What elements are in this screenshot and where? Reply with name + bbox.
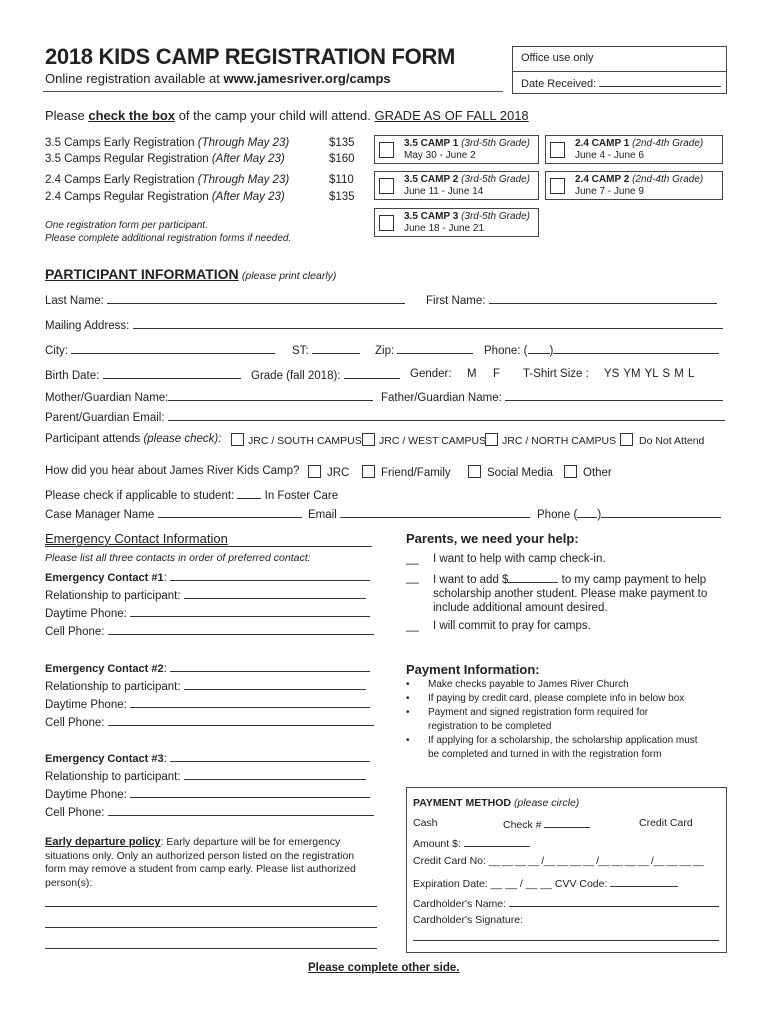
amount-field[interactable]	[464, 836, 530, 847]
price-row: 3.5 Camps Regular Registration (After May 23)	[45, 153, 285, 165]
cardholder-name-field[interactable]	[509, 896, 719, 907]
price-value: $110	[329, 174, 354, 186]
zip-field[interactable]	[397, 343, 473, 354]
emergency-contact-2-field[interactable]	[170, 661, 370, 672]
checkbox[interactable]	[620, 433, 633, 446]
relationship-3-field[interactable]	[184, 769, 366, 780]
grade-row: Grade (fall 2018):	[251, 368, 400, 382]
relationship-2-row: Relationship to participant:	[45, 679, 366, 693]
price-value: $135	[329, 191, 355, 203]
campus-option-south[interactable]: JRC / SOUTH CAMPUS	[231, 433, 362, 447]
state-row: ST:	[292, 343, 360, 357]
emergency-title-rule	[45, 546, 372, 547]
participant-section-title: PARTICIPANT INFORMATION (please print clearly)	[45, 266, 337, 282]
zip-row: Zip:	[375, 343, 473, 357]
camp-option-24-camp2[interactable]: 2.4 CAMP 2 (2nd-4th Grade) June 7 - June 9	[545, 171, 723, 200]
camp-option-35-camp3[interactable]: 3.5 CAMP 3 (3rd-5th Grade) June 18 - June 21	[374, 208, 539, 237]
cell-phone-2-row: Cell Phone:	[45, 715, 374, 729]
referral-option-other[interactable]: Other	[564, 465, 612, 479]
checkbox[interactable]	[308, 465, 321, 478]
credit-card-number-row: Credit Card No: __ __ __ __ /__ __ __ __ /__ __ __ __ /__ __ __ __	[413, 855, 704, 867]
help-option-pray: I will commit to pray for camps.	[433, 620, 591, 632]
campus-option-north[interactable]: JRC / NORTH CAMPUS	[485, 433, 616, 447]
office-use-divider	[513, 71, 726, 72]
amount-row: Amount $:	[413, 836, 530, 850]
payment-info-list: • Make checks payable to James River Church • If paying by credit card, please complete info in below box • Payment and signed registration form required for registration to be completed • If applying for a scholarship, the scholarship application must be completed and turned in with the registration form	[406, 678, 698, 762]
campus-option-none[interactable]: Do Not Attend	[620, 433, 704, 447]
grade-note: GRADE AS OF FALL 2018	[374, 108, 529, 123]
cardholder-signature-field[interactable]	[413, 940, 719, 941]
camp-checkbox[interactable]	[550, 142, 565, 158]
mailing-address-row: Mailing Address:	[45, 318, 723, 332]
registration-url[interactable]: www.jamesriver.org/camps	[223, 71, 391, 86]
form-title: 2018 KIDS CAMP REGISTRATION FORM	[45, 44, 456, 69]
phone-row: Phone: ( )	[484, 343, 719, 357]
first-name-field[interactable]	[489, 293, 717, 304]
foster-care-row: Please check if applicable to student: In Foster Care	[45, 490, 339, 502]
payment-bullet: • Payment and signed registration form required for	[406, 706, 698, 720]
case-phone-row: Phone ( )	[537, 507, 721, 521]
early-departure-title: Early departure policy	[45, 836, 161, 848]
case-phone-area-field[interactable]	[577, 507, 597, 518]
cell-phone-2-field[interactable]	[108, 715, 374, 726]
cvv-field[interactable]	[610, 876, 678, 887]
camp-option-24-camp1[interactable]: 2.4 CAMP 1 (2nd-4th Grade) June 4 - June 6	[545, 135, 723, 164]
referral-option-friend[interactable]: Friend/Family	[362, 465, 451, 479]
payment-option-credit[interactable]: Credit Card	[639, 817, 693, 829]
price-value: $160	[329, 153, 355, 165]
cell-phone-3-field[interactable]	[108, 805, 374, 816]
payment-bullet: • If applying for a scholarship, the scholarship application must	[406, 734, 698, 748]
camp-checkbox[interactable]	[379, 142, 394, 158]
date-received-field[interactable]	[599, 76, 721, 87]
father-guardian-field[interactable]	[505, 390, 723, 401]
camp-option-35-camp2[interactable]: 3.5 CAMP 2 (3rd-5th Grade) June 11 - June 14	[374, 171, 539, 200]
office-use-box	[512, 46, 727, 94]
registration-note: One registration form per participant. Please complete additional registration forms if needed.	[45, 220, 292, 244]
checkbox[interactable]	[362, 465, 375, 478]
referral-option-social[interactable]: Social Media	[468, 465, 553, 479]
daytime-phone-3-row: Daytime Phone:	[45, 787, 370, 801]
expiration-row: Expiration Date: __ __ / __ __ CVV Code:	[413, 876, 678, 890]
authorized-person-line-3[interactable]	[45, 948, 377, 949]
mother-guardian-field[interactable]	[168, 390, 373, 401]
case-manager-field[interactable]	[158, 507, 302, 518]
credit-card-number-field[interactable]: __ __ __ __ /__ __ __ __ /__ __ __ __ /__ __ __ __	[488, 855, 704, 867]
relationship-1-row: Relationship to participant:	[45, 588, 366, 602]
payment-bullet: • If paying by credit card, please complete info in below box	[406, 692, 698, 706]
date-received-label: Date Received:	[521, 76, 721, 90]
help-option-scholarship: I want to add $ to my camp payment to help scholarship another student. Please make payment to include additional amount desired.	[433, 574, 708, 614]
checkbox[interactable]	[564, 465, 577, 478]
expiration-field[interactable]: __ __ / __ __	[490, 878, 552, 890]
subtitle-prefix: Online registration available at	[45, 71, 224, 86]
parents-help-title: Parents, we need your help:	[406, 531, 579, 546]
relationship-2-field[interactable]	[184, 679, 366, 690]
guardian-email-field[interactable]	[168, 410, 725, 421]
payment-method-title: PAYMENT METHOD (please circle)	[413, 797, 580, 809]
scholarship-amount-field[interactable]	[508, 572, 558, 583]
mailing-address-field[interactable]	[133, 318, 723, 329]
help-option-blank[interactable]: __	[406, 553, 419, 565]
relationship-3-row: Relationship to participant:	[45, 769, 366, 783]
phone-area-code-field[interactable]	[528, 343, 550, 354]
emergency-contact-1-field[interactable]	[170, 570, 370, 581]
authorized-person-line-1[interactable]	[45, 906, 377, 907]
referral-option-jrc[interactable]: JRC	[308, 465, 349, 479]
gender-option-f[interactable]: F	[493, 368, 501, 380]
office-use-label: Office use only	[521, 52, 594, 64]
header-rule	[43, 91, 503, 92]
case-email-row: Email	[308, 507, 530, 521]
case-email-field[interactable]	[340, 507, 530, 518]
gender-option-m[interactable]: M	[467, 368, 477, 380]
campus-option-west[interactable]: JRC / WEST CAMPUS	[362, 433, 486, 447]
payment-option-cash[interactable]: Cash	[413, 817, 438, 829]
birth-date-field[interactable]	[103, 368, 241, 379]
daytime-phone-1-field[interactable]	[130, 606, 370, 617]
guardian-email-row: Parent/Guardian Email:	[45, 410, 725, 424]
emergency-contact-3-row: Emergency Contact #3:	[45, 751, 370, 765]
help-option-blank[interactable]: __	[406, 572, 419, 584]
daytime-phone-1-row: Daytime Phone:	[45, 606, 370, 620]
payment-method-box	[406, 787, 727, 953]
campus-attends-row: Participant attends (please check):	[45, 433, 222, 445]
form-subtitle	[45, 71, 391, 86]
referral-question: How did you hear about James River Kids Camp?	[45, 465, 300, 477]
checkbox[interactable]	[231, 433, 244, 446]
state-field[interactable]	[312, 343, 360, 354]
price-value: $135	[329, 137, 355, 149]
help-option-checkin: I want to help with camp check-in.	[433, 553, 606, 565]
father-guardian-row: Father/Guardian Name:	[381, 390, 723, 404]
gender-row: Gender:	[410, 368, 452, 380]
first-name-row: First Name:	[426, 293, 717, 307]
mother-guardian-row: Mother/Guardian Name:	[45, 390, 373, 404]
emergency-contact-2-row: Emergency Contact #2:	[45, 661, 370, 675]
cell-phone-1-field[interactable]	[108, 624, 374, 635]
city-row: City:	[45, 343, 275, 357]
price-row: 2.4 Camps Early Registration (Through May 23)	[45, 174, 290, 186]
authorized-person-line-2[interactable]	[45, 927, 377, 928]
last-name-field[interactable]	[107, 293, 405, 304]
camp-selection-instruction: Please check the box of the camp your child will attend. GRADE AS OF FALL 2018	[45, 108, 529, 123]
tshirt-size-options[interactable]: YS YM YL S M L	[604, 368, 695, 380]
camp-checkbox[interactable]	[379, 178, 394, 194]
emergency-contact-3-field[interactable]	[170, 751, 370, 762]
check-number-field[interactable]	[544, 817, 590, 828]
case-manager-row: Case Manager Name	[45, 507, 302, 521]
checkbox[interactable]	[468, 465, 481, 478]
foster-care-check-field[interactable]	[237, 488, 261, 499]
emergency-contact-1-row: Emergency Contact #1:	[45, 570, 370, 584]
camp-checkbox[interactable]	[550, 178, 565, 194]
birth-date-row: Birth Date:	[45, 368, 241, 382]
city-field[interactable]	[71, 343, 275, 354]
grade-field[interactable]	[344, 368, 400, 379]
tshirt-size-label: T-Shirt Size :	[523, 368, 589, 380]
emergency-instruction: Please list all three contacts in order of preferred contact:	[45, 552, 311, 564]
footer-note: Please complete other side.	[308, 962, 460, 974]
last-name-row: Last Name:	[45, 293, 405, 307]
cell-phone-3-row: Cell Phone:	[45, 805, 374, 819]
daytime-phone-3-field[interactable]	[130, 787, 370, 798]
cardholder-signature-label: Cardholder's Signature:	[413, 914, 523, 926]
early-departure-policy: Early departure policy: Early departure will be for emergency situations only. Only an authorized person listed on the registration form may remove a student from camp early. Please list authorized person(s):	[45, 836, 356, 889]
payment-bullet: • Make checks payable to James River Church	[406, 678, 698, 692]
phone-field[interactable]	[553, 343, 719, 354]
emergency-section-title: Emergency Contact Information	[45, 531, 228, 546]
camp-checkbox[interactable]	[379, 215, 394, 231]
payment-option-check[interactable]: Check #	[503, 817, 590, 831]
price-row: 3.5 Camps Early Registration (Through May 23)	[45, 137, 290, 149]
payment-info-title: Payment Information:	[406, 662, 540, 677]
daytime-phone-2-field[interactable]	[130, 697, 370, 708]
price-row: 2.4 Camps Regular Registration (After May 23)	[45, 191, 285, 203]
relationship-1-field[interactable]	[184, 588, 366, 599]
camp-option-35-camp1[interactable]: 3.5 CAMP 1 (3rd-5th Grade) May 30 - June 2	[374, 135, 539, 164]
cell-phone-1-row: Cell Phone:	[45, 624, 374, 638]
checkbox[interactable]	[485, 433, 498, 446]
check-the-box-emphasis: check the box	[88, 108, 176, 123]
help-option-blank[interactable]: __	[406, 620, 419, 632]
case-phone-field[interactable]	[601, 507, 721, 518]
cardholder-name-row: Cardholder's Name:	[413, 896, 719, 910]
daytime-phone-2-row: Daytime Phone:	[45, 697, 370, 711]
checkbox[interactable]	[362, 433, 375, 446]
